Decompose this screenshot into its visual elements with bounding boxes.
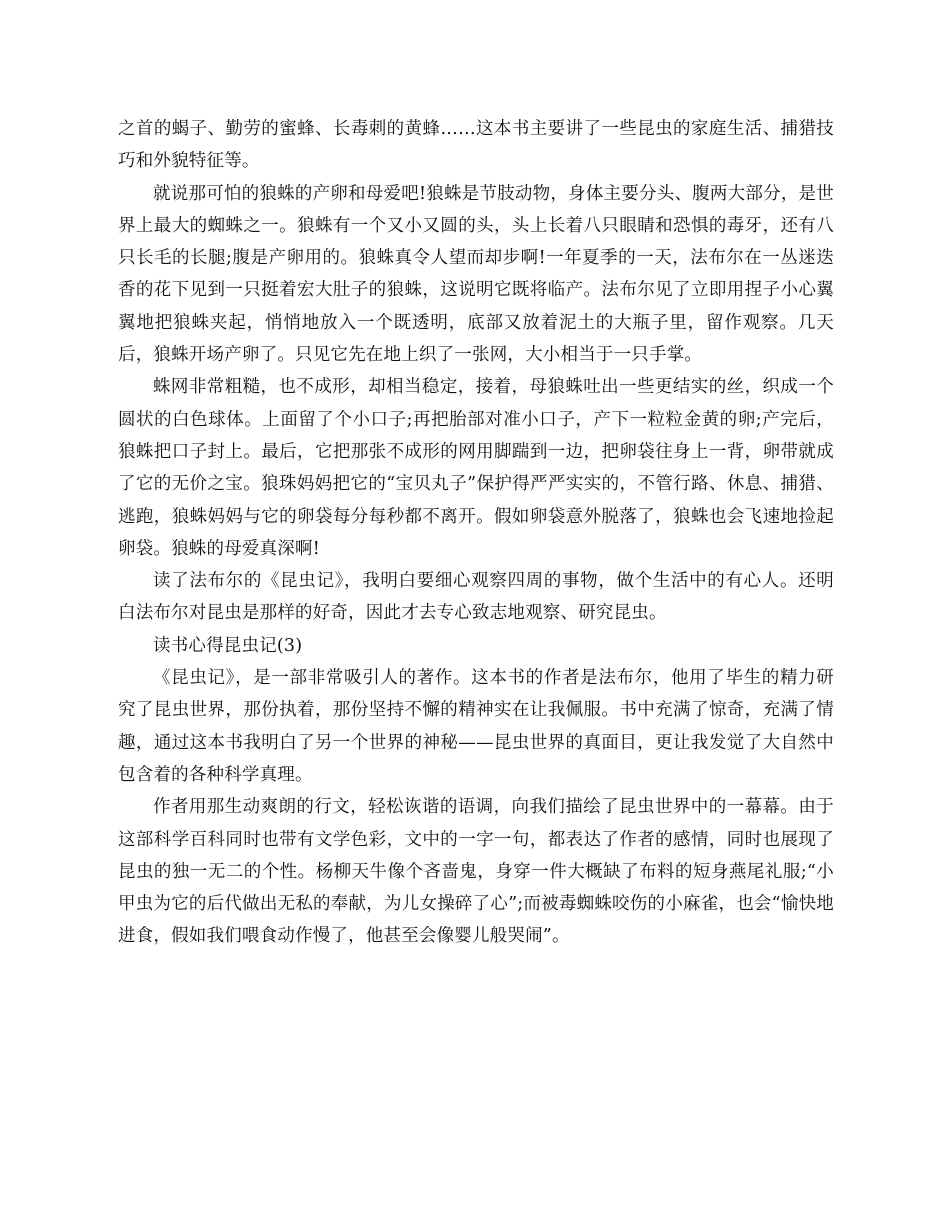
paragraph-continued: 之首的蝎子、勤劳的蜜蜂、长毒刺的黄蜂……这本书主要讲了一些昆虫的家庭生活、捕猎技巧和外貌特征等。	[118, 119, 834, 172]
paragraph-book-intro: 《昆虫记》，是一部非常吸引人的著作。这本书的作者是法布尔，他用了毕生的精力研究了昆虫世界，那份执着，那份坚持不懈的精神实在让我佩服。书中充满了惊奇，充满了情趣，通过这本书我明白了另一个世界的神秘——昆虫世界的真面目，更让我发觉了大自然中包含着的各种科学真理。	[118, 668, 834, 785]
paragraph-reflection: 读了法布尔的《昆虫记》，我明白要细心观察四周的事物，做个生活中的有心人。还明白法布尔对昆虫是那样的好奇，因此才去专心致志地观察、研究昆虫。	[118, 571, 834, 624]
paragraph-spider-web: 蛛网非常粗糙，也不成形，却相当稳定，接着，母狼蛛吐出一些更结实的丝，织成一个圆状的白色球体。上面留了个小口子;再把胎部对准小口子，产下一粒粒金黄的卵;产完后，狼蛛把口子封上。最后，它把那张不成形的网用脚踹到一边，把卵袋往身上一背，卵带就成了它的无价之宝。狼珠妈妈把它的“宝贝丸子”保护得严严实实的，不管行路、休息、捕猎、逃跑，狼蛛妈妈与它的卵袋每分每秒都不离开。假如卵袋意外脱落了，狼蛛也会飞速地捡起卵袋。狼蛛的母爱真深啊!	[118, 377, 834, 559]
document-body	[118, 113, 834, 953]
paragraph-wolf-spider-intro: 就说那可怕的狼蛛的产卵和母爱吧!狼蛛是节肢动物，身体主要分头、腹两大部分，是世界上最大的蜘蛛之一。狼蛛有一个又小又圆的头，头上长着八只眼睛和恐惧的毒牙，还有八只长毛的长腿;腹是产卵用的。狼蛛真令人望而却步啊!一年夏季的一天，法布尔在一丛迷迭香的花下见到一只挺着宏大肚子的狼蛛，这说明它既将临产。法布尔见了立即用捏子小心翼翼地把狼蛛夹起，悄悄地放入一个既透明，底部又放着泥土的大瓶子里，留作观察。几天后，狼蛛开场产卵了。只见它先在地上织了一张网，大小相当于一只手掌。	[118, 183, 834, 366]
section-heading: 读书心得昆虫记(3)	[153, 635, 303, 656]
paragraph-writing-style: 作者用那生动爽朗的行文，轻松诙谐的语调，向我们描绘了昆虫世界中的一幕幕。由于这部科学百科同时也带有文学色彩，文中的一字一句，都表达了作者的感情，同时也展现了昆虫的独一无二的个性。杨柳天牛像个吝啬鬼，身穿一件大概缺了布料的短身燕尾礼服;“小甲虫为它的后代做出无私的奉献，为儿女操碎了心”;而被毒蜘蛛咬伤的小麻雀，也会“愉快地进食，假如我们喂食动作慢了，他甚至会像婴儿般哭闹”。	[118, 797, 834, 947]
